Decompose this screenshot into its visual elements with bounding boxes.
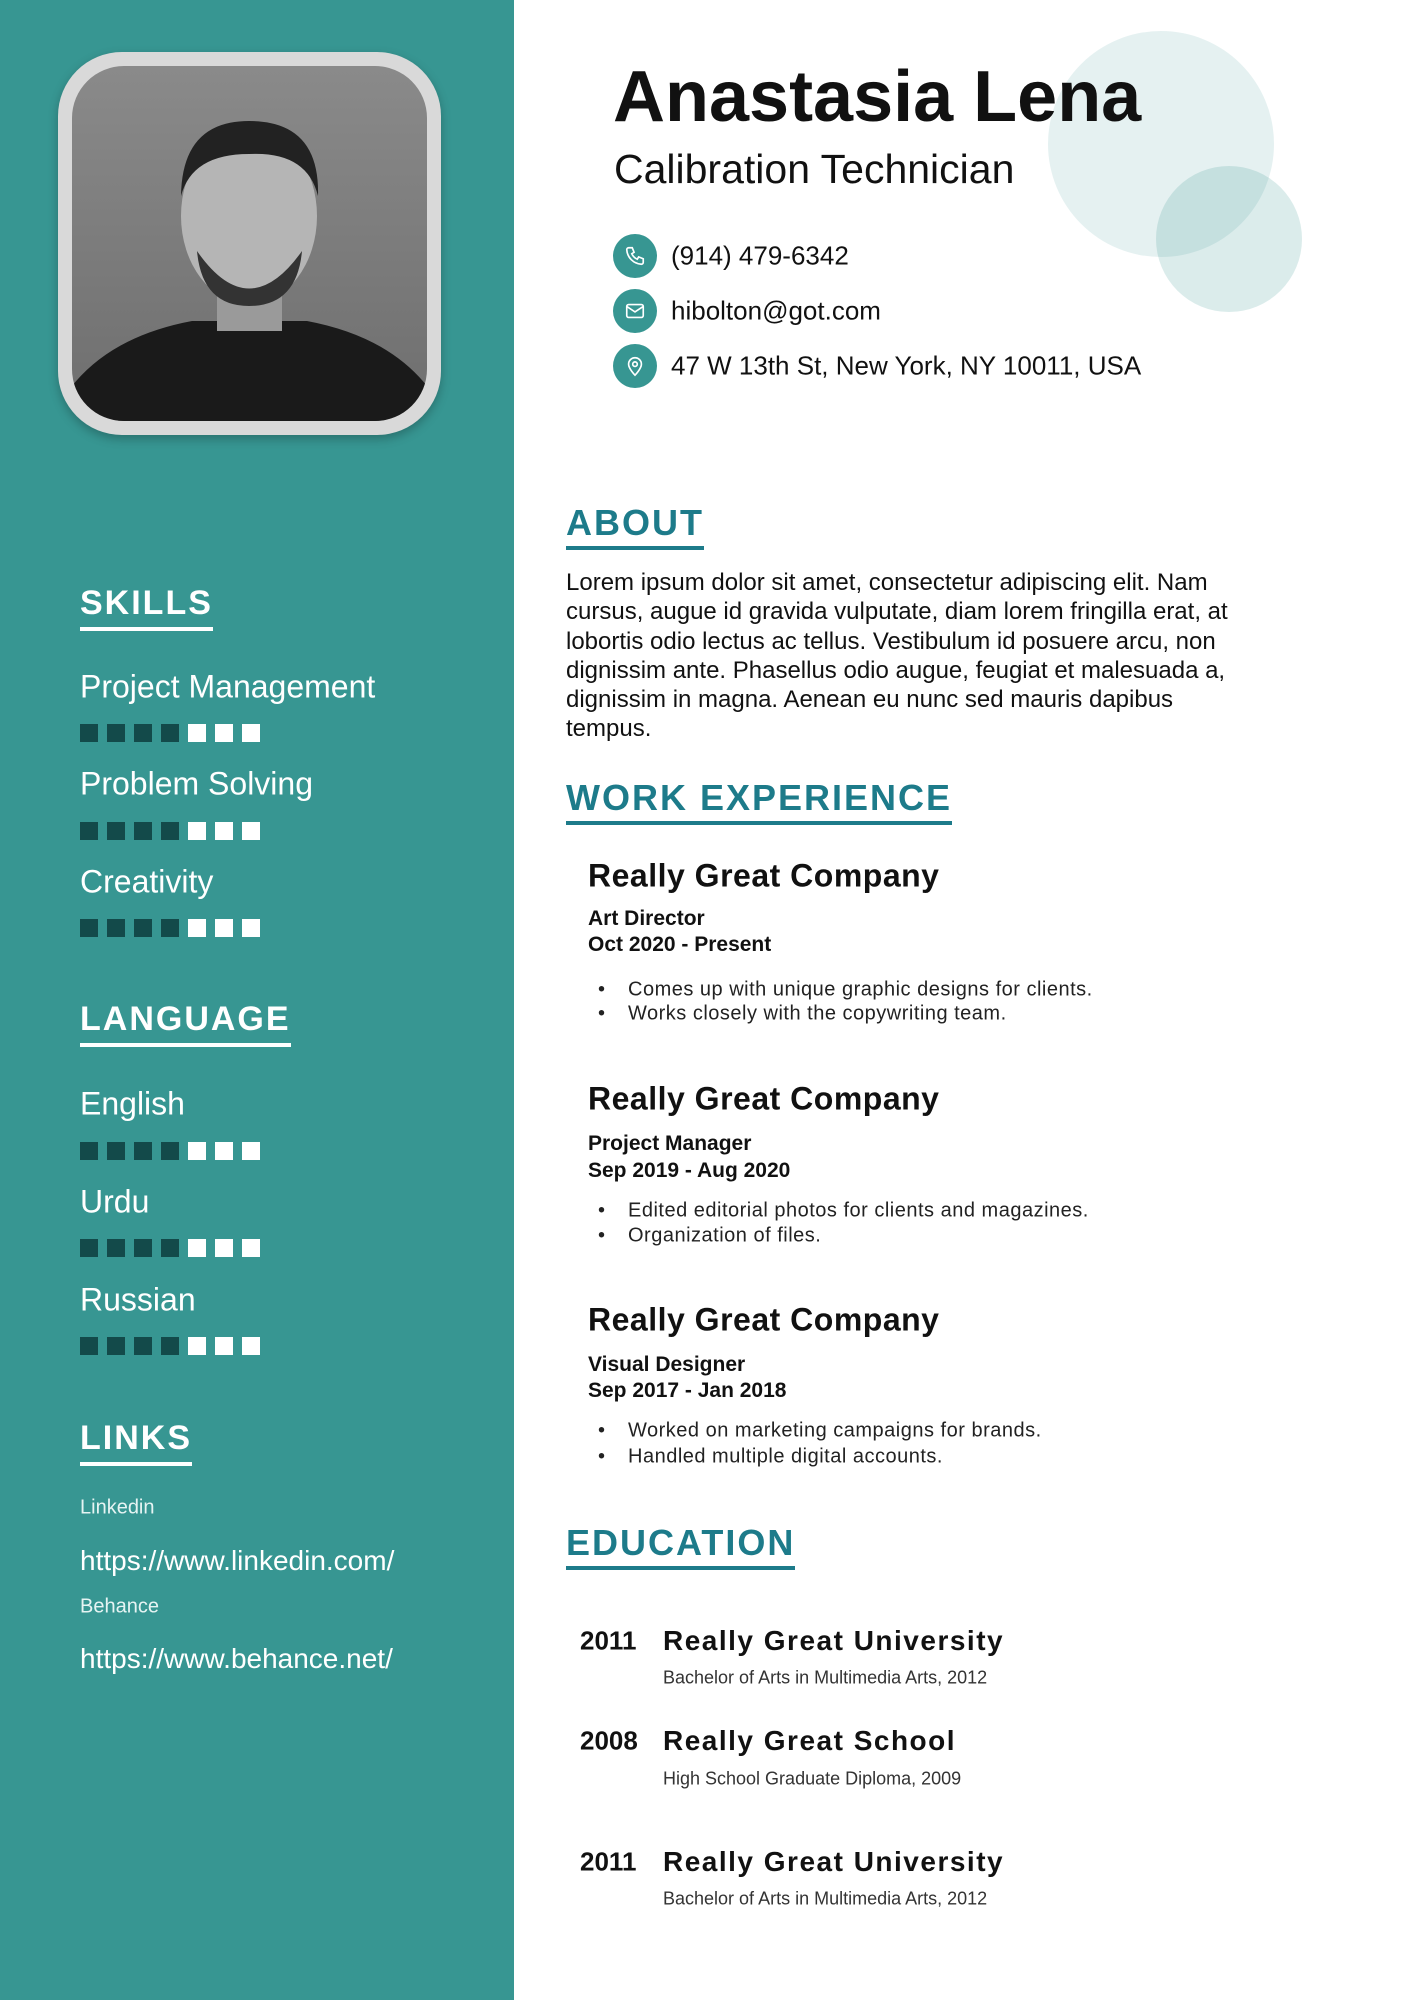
skill-label: Project Management [80,668,376,705]
job-dates: Sep 2019 - Aug 2020 [588,1159,791,1182]
location-pin-icon [613,344,657,388]
about-text [566,568,1228,744]
rating-square-filled [134,1337,152,1355]
skill-rating [80,919,260,937]
rating-square-empty [215,724,233,742]
rating-square-filled [161,1239,179,1257]
rating-square-filled [80,724,98,742]
job-bullet: • Comes up with unique graphic designs for clients. [598,979,1093,1002]
rating-square-filled [80,822,98,840]
rating-square-empty [215,1337,233,1355]
language-label: Urdu [80,1183,150,1220]
skill-label: Creativity [80,863,214,900]
school-name: Really Great University [663,1846,1005,1877]
rating-square-filled [134,919,152,937]
link-label-linkedin: Linkedin [80,1496,155,1519]
rating-square-filled [107,724,125,742]
skills-heading: SKILLS [80,584,213,631]
degree: Bachelor of Arts in Multimedia Arts, 2012 [663,1888,988,1909]
language-rating [80,1337,260,1355]
decorative-circle-small [1156,166,1302,312]
school-name: Really Great University [663,1625,1005,1656]
company-name: Really Great Company [588,1301,940,1338]
job-dates: Sep 2017 - Jan 2018 [588,1379,787,1402]
rating-square-empty [188,1239,206,1257]
job-dates: Oct 2020 - Present [588,933,772,956]
language-label: English [80,1085,185,1122]
rating-square-empty [188,919,206,937]
rating-square-filled [107,1142,125,1160]
work-experience-heading: WORK EXPERIENCE [566,777,952,825]
rating-square-filled [161,724,179,742]
rating-square-filled [107,919,125,937]
about-line: tempus. [566,715,652,743]
rating-square-filled [134,1142,152,1160]
rating-square-empty [242,724,260,742]
rating-square-empty [215,1239,233,1257]
about-line: Lorem ipsum dolor sit amet, consectetur adipiscing elit. Nam [566,569,1208,596]
job-bullet: • Edited editorial photos for clients and magazines. [598,1200,1089,1223]
email-address[interactable]: hibolton@got.com [671,295,881,326]
link-behance[interactable]: https://www.behance.net/ [80,1643,393,1674]
mail-icon [613,289,657,333]
education-heading: EDUCATION [566,1522,795,1570]
rating-square-filled [80,919,98,937]
skill-rating [80,822,260,840]
rating-square-empty [188,1337,206,1355]
company-name: Really Great Company [588,857,940,894]
rating-square-filled [134,822,152,840]
rating-square-filled [134,1239,152,1257]
rating-square-filled [161,1337,179,1355]
rating-square-empty [242,919,260,937]
education-year: 2011 [580,1625,637,1656]
links-heading: LINKS [80,1419,192,1466]
degree: High School Graduate Diploma, 2009 [663,1768,962,1789]
school-name: Really Great School [663,1725,957,1756]
job-title: Calibration Technician [614,146,1015,192]
rating-square-empty [215,1142,233,1160]
language-rating [80,1239,260,1257]
rating-square-filled [107,1239,125,1257]
link-linkedin[interactable]: https://www.linkedin.com/ [80,1545,395,1576]
rating-square-filled [80,1239,98,1257]
sidebar [0,0,514,2000]
rating-square-empty [188,822,206,840]
job-role: Visual Designer [588,1353,746,1376]
job-bullet: • Works closely with the copywriting team. [598,1003,1007,1026]
degree: Bachelor of Arts in Multimedia Arts, 2012 [663,1667,988,1688]
phone-number: (914) 479-6342 [671,240,849,271]
about-heading: ABOUT [566,502,704,550]
job-bullet: • Organization of files. [598,1225,821,1248]
about-line: dignissim ante. Phasellus odio augue, feugiat et malesuada a, [566,656,1226,684]
rating-square-empty [242,1142,260,1160]
portrait-image [72,66,427,421]
company-name: Really Great Company [588,1080,940,1117]
job-role: Project Manager [588,1132,752,1155]
job-role: Art Director [588,907,705,930]
rating-square-empty [215,919,233,937]
rating-square-empty [242,822,260,840]
address: 47 W 13th St, New York, NY 10011, USA [671,350,1142,381]
rating-square-empty [215,822,233,840]
language-rating [80,1142,260,1160]
about-line: lobortis odio lectus ac tellus. Vestibulum id posuere arcu, non [566,627,1216,655]
rating-square-filled [161,919,179,937]
rating-square-empty [188,1142,206,1160]
rating-square-filled [161,822,179,840]
rating-square-filled [161,1142,179,1160]
rating-square-filled [107,1337,125,1355]
profile-photo [58,52,441,435]
about-line: cursus, augue id gravida vulputate, diam lorem fringilla erat, at [566,598,1228,626]
skill-label: Problem Solving [80,765,313,802]
job-bullet: • Worked on marketing campaigns for brands. [598,1420,1042,1443]
rating-square-empty [188,724,206,742]
education-year: 2011 [580,1846,637,1877]
rating-square-empty [242,1239,260,1257]
rating-square-filled [107,822,125,840]
education-year: 2008 [580,1725,638,1756]
language-heading: LANGUAGE [80,1000,291,1047]
rating-square-filled [134,724,152,742]
language-label: Russian [80,1281,196,1318]
rating-square-filled [80,1337,98,1355]
phone-icon [613,234,657,278]
link-label-behance: Behance [80,1595,159,1618]
skill-rating [80,724,260,742]
job-bullet: • Handled multiple digital accounts. [598,1446,943,1469]
rating-square-empty [242,1337,260,1355]
rating-square-filled [80,1142,98,1160]
candidate-name: Anastasia Lena [613,57,1142,137]
about-line: dignissim in magna. Aenean eu nunc sed mauris dapibus [566,686,1174,714]
